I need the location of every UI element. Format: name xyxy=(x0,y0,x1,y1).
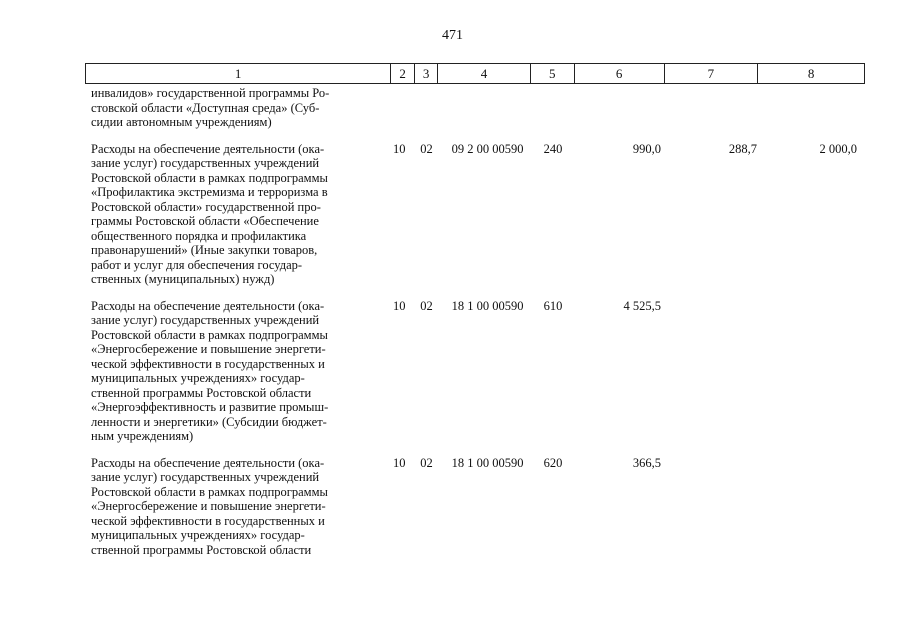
description-line: правонарушений» (Иные закупки товаров, xyxy=(91,243,318,257)
table-row xyxy=(85,86,865,130)
description-line: ственной программы Ростовской области xyxy=(91,542,312,557)
row-description xyxy=(85,86,391,130)
description-line: «Профилактика экстремизма и терроризма в xyxy=(91,185,328,199)
description-line: сидии автономным учреждениям) xyxy=(91,115,272,129)
cell-expense-type: 610 xyxy=(543,298,563,313)
row-description xyxy=(85,142,391,287)
description-line: ленности и энергетики» (Субсидии бюджет- xyxy=(91,414,327,429)
cell-amount-col6: 4 525,5 xyxy=(623,298,661,313)
description-line: Ростовской области в рамках подпрограммы xyxy=(91,484,328,499)
column-header-1: 1 xyxy=(86,64,391,83)
cell-amount-col6: 366,5 xyxy=(632,455,661,470)
description-line: ческой эффективности в государственных и xyxy=(91,513,325,528)
cell-subsection: 02 xyxy=(420,298,433,313)
column-header-4: 4 xyxy=(438,64,531,83)
description-line: Ростовской области» государственной про- xyxy=(91,199,321,214)
description-line: Расходы на обеспечение деятельности (ока- xyxy=(91,141,325,156)
description-line: муниципальных учреждениях» государ- xyxy=(91,371,305,385)
description-line: стовской области «Доступная среда» (Суб- xyxy=(91,100,320,115)
description-line: ственной программы Ростовской области xyxy=(91,385,312,400)
table-row xyxy=(85,456,865,558)
cell-subsection: 02 xyxy=(420,455,433,470)
description-line: «Энергосбережение и повышение энергети- xyxy=(91,342,326,356)
description-line: ческой эффективности в государственных и xyxy=(91,356,325,371)
row-description xyxy=(85,299,391,444)
description-line: работ и услуг для обеспечения государ- xyxy=(91,257,303,272)
column-header-2: 2 xyxy=(391,64,415,83)
description-line: зание услуг) государственных учреждений xyxy=(91,313,320,327)
table-header xyxy=(85,63,865,84)
cell-expense-type: 240 xyxy=(543,141,563,156)
cell-amount-col7: 288,7 xyxy=(728,141,757,156)
description-line: зание услуг) государственных учреждений xyxy=(91,470,320,484)
column-header-6: 6 xyxy=(575,64,665,83)
cell-section: 10 xyxy=(393,298,406,313)
table-row xyxy=(85,142,865,287)
cell-target-article: 18 1 00 00590 xyxy=(451,298,524,313)
row-description xyxy=(85,456,391,558)
cell-expense-type: 620 xyxy=(543,455,563,470)
description-line: зание услуг) государственных учреждений xyxy=(91,156,320,170)
column-header-3: 3 xyxy=(415,64,438,83)
description-line: муниципальных учреждениях» государ- xyxy=(91,528,305,542)
description-line: граммы Ростовской области «Обеспечение xyxy=(91,214,319,228)
column-header-8: 8 xyxy=(807,66,815,81)
description-line: Расходы на обеспечение деятельности (ока- xyxy=(91,298,325,313)
cell-subsection: 02 xyxy=(420,141,433,156)
description-line: ственных (муниципальных) нужд) xyxy=(91,272,275,286)
cell-amount-col6: 990,0 xyxy=(632,141,661,156)
column-header-7: 7 xyxy=(665,64,759,83)
table-row xyxy=(85,299,865,444)
description-line: ным учреждениям) xyxy=(91,429,194,443)
cell-section: 10 xyxy=(393,141,406,156)
cell-target-article: 18 1 00 00590 xyxy=(451,455,524,470)
column-header-5: 5 xyxy=(531,64,575,83)
page-number: 471 xyxy=(442,28,463,43)
description-line: Расходы на обеспечение деятельности (ока- xyxy=(91,455,325,470)
description-line: инвалидов» государственной программы Ро- xyxy=(91,86,330,100)
table-body xyxy=(85,86,865,569)
description-line: Ростовской области в рамках подпрограммы xyxy=(91,327,328,342)
description-line: «Энергоэффективность и развитие промыш- xyxy=(91,400,329,414)
cell-amount-col8: 2 000,0 xyxy=(819,141,857,156)
cell-target-article: 09 2 00 00590 xyxy=(451,141,524,156)
cell-section: 10 xyxy=(393,455,406,470)
description-line: Ростовской области в рамках подпрограммы xyxy=(91,170,328,185)
description-line: общественного порядка и профилактика xyxy=(91,228,307,243)
description-line: «Энергосбережение и повышение энергети- xyxy=(91,499,326,513)
